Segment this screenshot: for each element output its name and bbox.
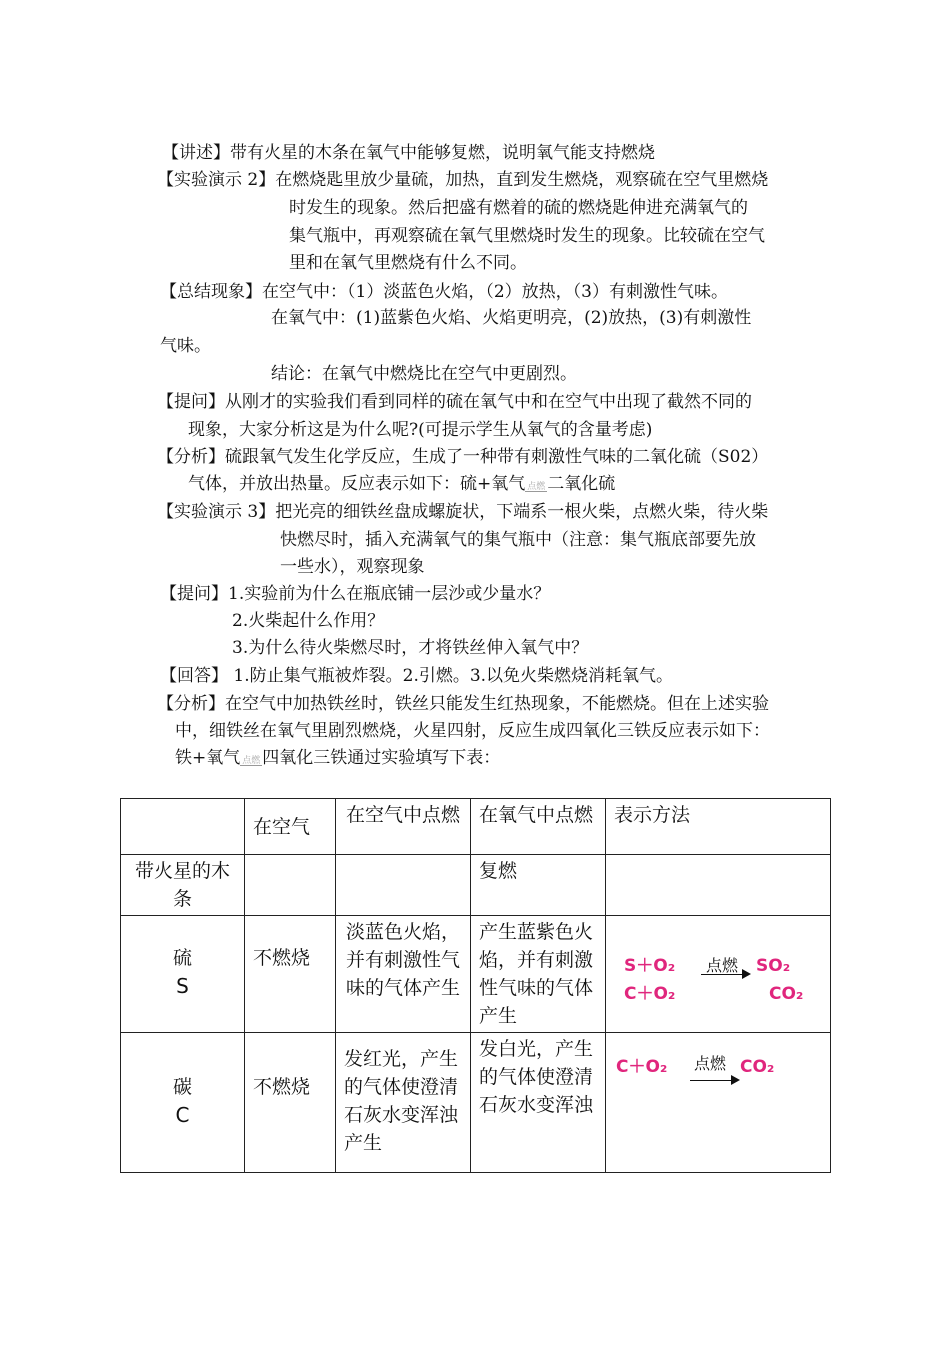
line-question2: 【提问】1.实验前为什么在瓶底铺一层沙或少量水？ [160,584,551,604]
line-demo3-cont1: 快燃尽时，插入充满氧气的集气瓶中（注意：集气瓶底部要先放 [280,530,756,550]
table-row [121,855,831,916]
line-demo2: 【实验演示 2】在燃烧匙里放少量硫，加热，直到发生燃烧，观察硫在空气里燃烧 [157,170,769,190]
line-analysis1: 【分析】硫跟氧气发生化学反应，生成了一种带有刺激性气味的二氧化硫（S02） [157,447,769,467]
line-analysis2-cont: 中，细铁丝在氧气里剧烈燃烧，火星四射，反应生成四氧化三铁反应表示如下： [175,721,770,741]
arrow-icon [690,1080,738,1081]
header-cell-representation: 表示方法 [606,799,831,855]
element-symbol: S [176,974,189,998]
equation-condition: 点燃 [694,1054,727,1073]
line-question1-cont: 现象，大家分析这是为什么呢?(可提示学生从氧气的含量考虑) [188,420,653,440]
row-representation-cell [606,855,831,916]
header-cell-empty [121,799,245,855]
row-oxygen-cell: 发白光，产生的气体使澄清石灰水变浑浊 [471,1033,606,1173]
reaction-sulfur-lhs: 气体，并放出热量。反应表示如下：硫+氧气 [188,474,526,494]
row-air-cell: 不燃烧 [245,916,336,1033]
arrow-icon [701,974,749,975]
row-air-ignite-cell: 淡蓝色火焰，并有刺激性气味的气体产生 [336,916,471,1033]
line-question2-item3: 3.为什么待火柴燃尽时，才将铁丝伸入氧气中？ [232,638,589,658]
table-header-row [121,799,831,855]
row-air-ignite-cell: 发红光，产生的气体使澄清石灰水变浑浊产生 [336,1033,471,1173]
reaction-iron-rhs: 四氧化三铁通过实验填写下表： [262,748,501,768]
line-demo2-cont3: 里和在氧气里燃烧有什么不同。 [289,253,527,273]
element-name: 碳 [172,1076,192,1098]
experiment-table [120,798,831,1173]
line-iron-reaction [175,746,500,770]
equation-product: CO₂ [740,1057,775,1077]
reaction-iron-lhs: 铁+氧气 [175,748,241,768]
row-representation-cell [606,1033,831,1173]
row-air-cell [245,855,336,916]
equation-condition: 点燃 [706,956,739,975]
header-cell-oxygen-ignite: 在氧气中点燃 [471,799,606,855]
element-symbol: C [175,1103,190,1127]
table-row [121,1033,831,1173]
line-question2-item2: 2.火柴起什么作用？ [232,611,385,631]
line-answer: 【回答】 1.防止集气瓶被炸裂。2.引燃。3.以免火柴燃烧消耗氧气。 [160,666,674,686]
header-cell-air: 在空气 [245,799,336,855]
row-name-cell: 带火星的木条 [121,855,245,916]
line-question1: 【提问】从刚才的实验我们看到同样的硫在氧气中和在空气中出现了截然不同的 [157,392,752,412]
row-air-cell: 不燃烧 [245,1033,336,1173]
line-analysis2: 【分析】在空气中加热铁丝时，铁丝只能发生红热现象，不能燃烧。但在上述实验 [157,694,769,714]
line-conclusion: 结论：在氧气中燃烧比在空气中更剧烈。 [271,364,577,384]
element-name: 硫 [172,947,192,969]
reaction-condition: 点燃 [242,755,261,766]
row-representation-cell [606,916,831,1033]
equation-product: CO₂ [769,984,804,1004]
line-demo3-cont2: 一些水），观察现象 [280,557,425,577]
equation-reactant: S＋O₂ [624,956,676,976]
row-name-cell [121,916,245,1033]
equation-reactant: C＋O₂ [616,1057,668,1077]
header-cell-air-ignite: 在空气中点燃 [336,799,471,855]
equation-reactant: C＋O₂ [624,984,676,1004]
line-summary-air: 【总结现象】在空气中：（1）淡蓝色火焰，（2）放热，（3）有刺激性气味。 [160,282,728,302]
row-name-cell [121,1033,245,1173]
equation-product: SO₂ [756,956,791,976]
line-demo3: 【实验演示 3】把光亮的细铁丝盘成螺旋状，下端系一根火柴，点燃火柴，待火柴 [157,502,769,522]
reaction-condition: 点燃 [527,481,546,492]
line-demo2-cont1: 时发生的现象。然后把盛有燃着的硫的燃烧匙伸进充满氧气的 [289,198,748,218]
equation-carbon [606,1033,830,1133]
row-oxygen-cell: 产生蓝紫色火焰，并有刺激性气味的气体产生 [471,916,606,1033]
line-summary-oxygen-cont: 气味。 [160,336,211,356]
line-summary-oxygen: 在氧气中：(1)蓝紫色火焰、火焰更明亮，(2)放热，(3)有刺激性 [271,308,752,328]
reaction-sulfur-rhs: 二氧化硫 [547,474,616,494]
row-oxygen-cell: 复燃 [471,855,606,916]
line-demo2-cont2: 集气瓶中，再观察硫在氧气里燃烧时发生的现象。比较硫在空气 [289,226,765,246]
line-lecture: 【讲述】带有火星的木条在氧气中能够复燃，说明氧气能支持燃烧 [162,143,655,163]
equation-sulfur [606,916,830,1016]
row-air-ignite-cell [336,855,471,916]
line-analysis1-cont [188,472,615,496]
table-row [121,916,831,1033]
